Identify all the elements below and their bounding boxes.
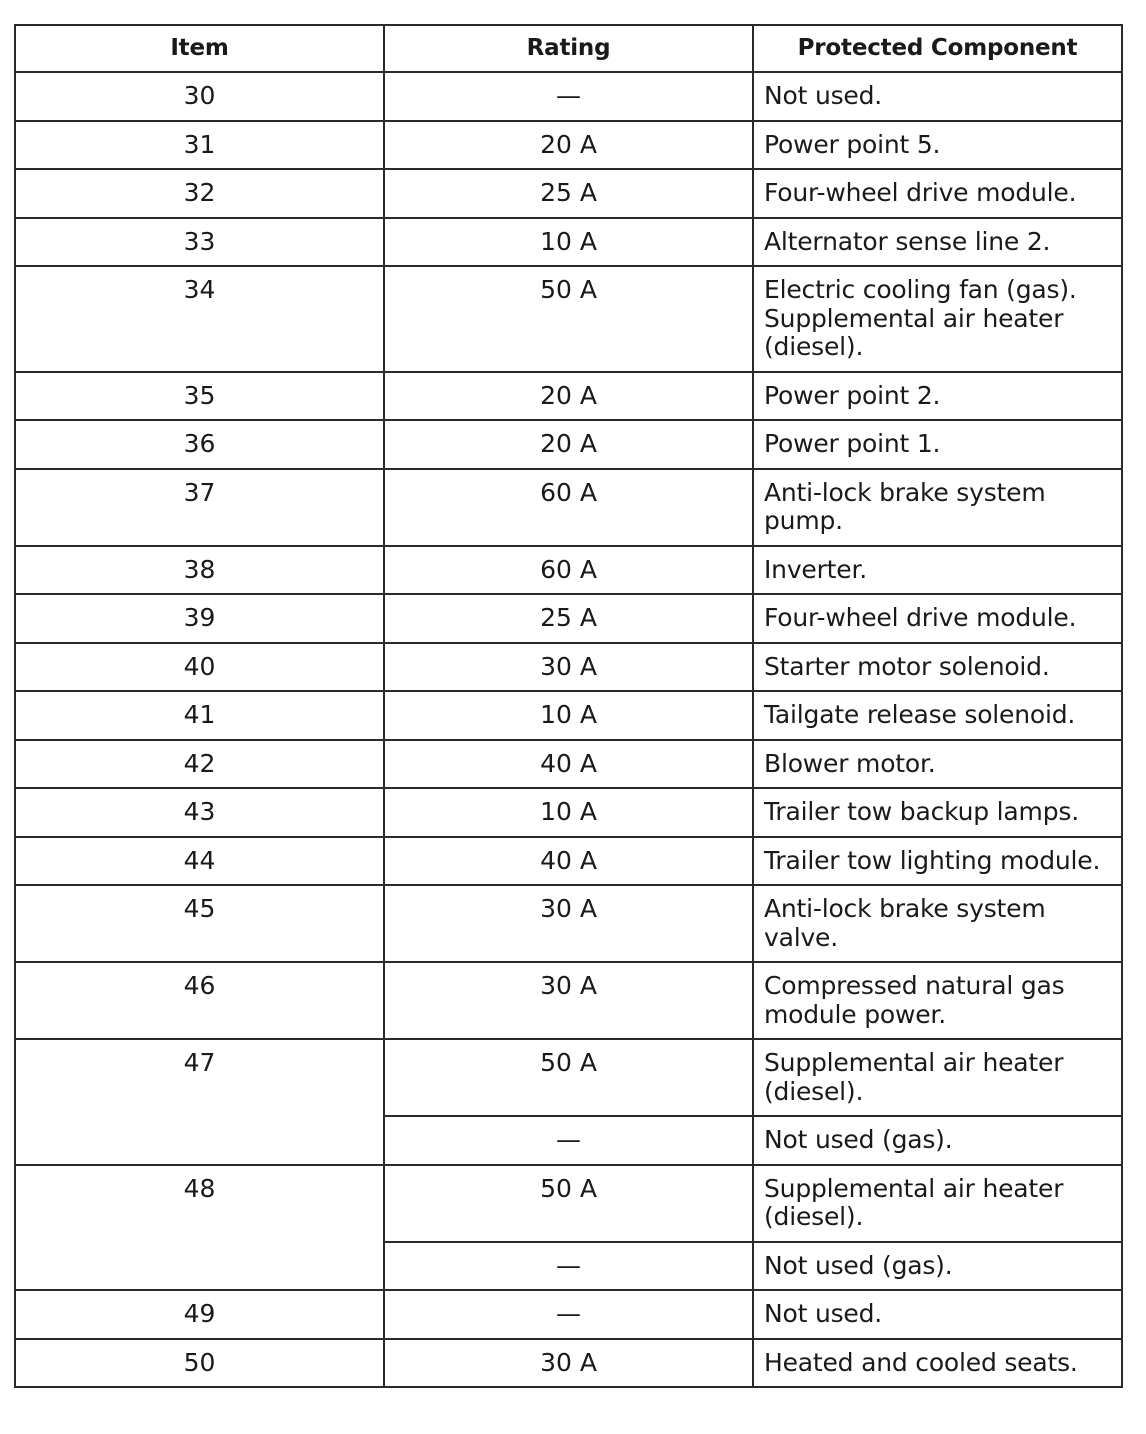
rating-cell: 50 A bbox=[384, 1039, 753, 1116]
table-row bbox=[15, 72, 1122, 121]
table-row bbox=[15, 372, 1122, 421]
protected-component-cell: Four-wheel drive module. bbox=[753, 169, 1122, 218]
rating-cell: 10 A bbox=[384, 218, 753, 267]
rating-cell: 25 A bbox=[384, 169, 753, 218]
table-body bbox=[15, 72, 1122, 1387]
protected-component-cell: Inverter. bbox=[753, 546, 1122, 595]
protected-component-cell: Trailer tow lighting module. bbox=[753, 837, 1122, 886]
protected-component-cell: Alternator sense line 2. bbox=[753, 218, 1122, 267]
protected-component-cell: Anti-lock brake system valve. bbox=[753, 885, 1122, 962]
rating-cell: 20 A bbox=[384, 420, 753, 469]
rating-cell: 30 A bbox=[384, 885, 753, 962]
rating-cell: 20 A bbox=[384, 372, 753, 421]
protected-component-cell: Not used. bbox=[753, 1290, 1122, 1339]
protected-component-cell: Power point 2. bbox=[753, 372, 1122, 421]
protected-component-cell: Tailgate release solenoid. bbox=[753, 691, 1122, 740]
rating-cell: — bbox=[384, 72, 753, 121]
rating-cell: — bbox=[384, 1116, 753, 1165]
protected-component-cell: Not used (gas). bbox=[753, 1116, 1122, 1165]
rating-cell: 10 A bbox=[384, 788, 753, 837]
item-cell: 42 bbox=[15, 740, 384, 789]
protected-component-cell: Electric cooling fan (gas). Supplemental air heater (diesel). bbox=[753, 266, 1122, 372]
rating-cell: — bbox=[384, 1290, 753, 1339]
rating-cell: 25 A bbox=[384, 594, 753, 643]
rating-cell: 10 A bbox=[384, 691, 753, 740]
header-protected-component: Protected Component bbox=[753, 25, 1122, 72]
table-row bbox=[15, 740, 1122, 789]
item-cell: 38 bbox=[15, 546, 384, 595]
item-cell: 48 bbox=[15, 1165, 384, 1291]
header-row bbox=[15, 25, 1122, 72]
item-cell: 33 bbox=[15, 218, 384, 267]
table-row bbox=[15, 837, 1122, 886]
item-cell: 34 bbox=[15, 266, 384, 372]
item-cell: 40 bbox=[15, 643, 384, 692]
table-row bbox=[15, 1165, 1122, 1242]
table-row bbox=[15, 218, 1122, 267]
rating-cell: 60 A bbox=[384, 546, 753, 595]
fuse-table bbox=[14, 24, 1123, 1388]
header-item: Item bbox=[15, 25, 384, 72]
rating-cell: 40 A bbox=[384, 740, 753, 789]
table-row bbox=[15, 691, 1122, 740]
rating-cell: 30 A bbox=[384, 962, 753, 1039]
table-row bbox=[15, 266, 1122, 372]
item-cell: 45 bbox=[15, 885, 384, 962]
protected-component-cell: Supplemental air heater (diesel). bbox=[753, 1165, 1122, 1242]
item-cell: 47 bbox=[15, 1039, 384, 1165]
table-row bbox=[15, 885, 1122, 962]
item-cell: 31 bbox=[15, 121, 384, 170]
rating-cell: 20 A bbox=[384, 121, 753, 170]
item-cell: 37 bbox=[15, 469, 384, 546]
item-cell: 39 bbox=[15, 594, 384, 643]
protected-component-cell: Four-wheel drive module. bbox=[753, 594, 1122, 643]
item-cell: 36 bbox=[15, 420, 384, 469]
protected-component-cell: Compressed natural gas module power. bbox=[753, 962, 1122, 1039]
table-row bbox=[15, 643, 1122, 692]
table-row bbox=[15, 1339, 1122, 1388]
rating-cell: 30 A bbox=[384, 643, 753, 692]
rating-cell: 60 A bbox=[384, 469, 753, 546]
item-cell: 49 bbox=[15, 1290, 384, 1339]
rating-cell: 30 A bbox=[384, 1339, 753, 1388]
protected-component-cell: Starter motor solenoid. bbox=[753, 643, 1122, 692]
table-row bbox=[15, 546, 1122, 595]
table-row bbox=[15, 594, 1122, 643]
protected-component-cell: Not used. bbox=[753, 72, 1122, 121]
table-header bbox=[15, 25, 1122, 72]
item-cell: 43 bbox=[15, 788, 384, 837]
rating-cell: 50 A bbox=[384, 266, 753, 372]
item-cell: 30 bbox=[15, 72, 384, 121]
protected-component-cell: Heated and cooled seats. bbox=[753, 1339, 1122, 1388]
protected-component-cell: Anti-lock brake system pump. bbox=[753, 469, 1122, 546]
table-row bbox=[15, 169, 1122, 218]
table-row bbox=[15, 121, 1122, 170]
table-row bbox=[15, 469, 1122, 546]
protected-component-cell: Trailer tow backup lamps. bbox=[753, 788, 1122, 837]
table-row bbox=[15, 788, 1122, 837]
item-cell: 35 bbox=[15, 372, 384, 421]
rating-cell: 50 A bbox=[384, 1165, 753, 1242]
item-cell: 44 bbox=[15, 837, 384, 886]
rating-cell: — bbox=[384, 1242, 753, 1291]
header-rating: Rating bbox=[384, 25, 753, 72]
table-row bbox=[15, 962, 1122, 1039]
protected-component-cell: Power point 5. bbox=[753, 121, 1122, 170]
protected-component-cell: Blower motor. bbox=[753, 740, 1122, 789]
table-row bbox=[15, 1290, 1122, 1339]
item-cell: 32 bbox=[15, 169, 384, 218]
rating-cell: 40 A bbox=[384, 837, 753, 886]
protected-component-cell: Power point 1. bbox=[753, 420, 1122, 469]
item-cell: 50 bbox=[15, 1339, 384, 1388]
item-cell: 41 bbox=[15, 691, 384, 740]
table-row bbox=[15, 1039, 1122, 1116]
protected-component-cell: Supplemental air heater (diesel). bbox=[753, 1039, 1122, 1116]
protected-component-cell: Not used (gas). bbox=[753, 1242, 1122, 1291]
item-cell: 46 bbox=[15, 962, 384, 1039]
table-row bbox=[15, 420, 1122, 469]
